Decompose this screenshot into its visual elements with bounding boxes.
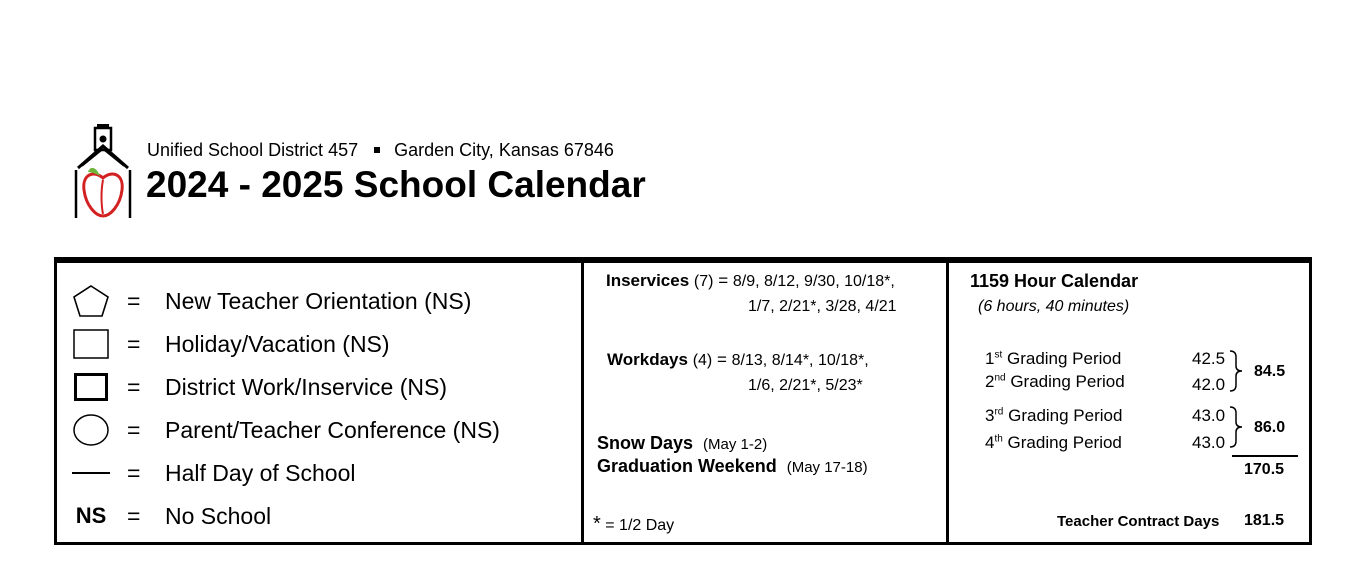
year-total: 170.5 — [1244, 461, 1285, 478]
workdays-line2: 1/6, 2/21*, 5/23* — [748, 377, 863, 394]
legend-item: = District Work/Inservice (NS) — [71, 369, 447, 405]
total-underline — [1232, 455, 1298, 457]
grading-period-4-value: 43.0 — [1192, 433, 1226, 452]
district-location: Garden City, Kansas 67846 — [394, 140, 614, 160]
inservices-line1: Inservices (7) = 8/9, 8/12, 9/30, 10/18*, — [606, 271, 895, 290]
legend-label: No School — [165, 502, 272, 529]
pentagon-icon — [71, 283, 111, 319]
legend-item: = Holiday/Vacation (NS) — [71, 326, 390, 362]
school-apple-logo — [72, 122, 134, 220]
line-icon — [71, 455, 111, 491]
column-divider — [581, 263, 584, 542]
inservices-line2: 1/7, 2/21*, 3/28, 4/21 — [748, 298, 897, 315]
grading-period-3: 3rd Grading Period — [985, 406, 1123, 425]
legend-label: New Teacher Orientation (NS) — [165, 287, 472, 314]
circle-icon — [71, 412, 111, 448]
legend-item: = Parent/Teacher Conference (NS) — [71, 412, 500, 448]
legend-label: District Work/Inservice (NS) — [165, 373, 447, 400]
grading-period-1-value: 42.5 — [1192, 349, 1226, 368]
grading-period-1: 1st Grading Period — [985, 349, 1122, 368]
semester-1-total: 84.5 — [1254, 363, 1286, 380]
grading-period-2-value: 42.0 — [1192, 375, 1226, 394]
legend-item: = New Teacher Orientation (NS) — [71, 283, 471, 319]
no-school-symbol: NS — [75, 503, 107, 528]
bullet-separator — [374, 147, 380, 153]
legend-label: Half Day of School — [165, 459, 356, 486]
hours-calendar-title: 1159 Hour Calendar — [970, 271, 1139, 291]
legend-label: Holiday/Vacation (NS) — [165, 330, 390, 357]
grading-period-2: 2nd Grading Period — [985, 372, 1125, 391]
half-day-note: * = 1/2 Day — [593, 513, 675, 535]
legend-item: NS = No School — [71, 498, 271, 534]
brace-icon — [1228, 349, 1244, 393]
page-title: 2024 - 2025 School Calendar — [146, 164, 646, 205]
district-name: Unified School District 457 — [147, 140, 359, 160]
bold-square-icon — [71, 369, 111, 405]
legend-item: = Half Day of School — [71, 455, 355, 491]
semester-2-total: 86.0 — [1254, 419, 1286, 436]
snow-days: Snow Days (May 1-2) — [597, 433, 768, 453]
contract-days-label: Teacher Contract Days — [1057, 513, 1220, 530]
hours-calendar-subtitle: (6 hours, 40 minutes) — [978, 298, 1130, 315]
graduation-weekend: Graduation Weekend (May 17-18) — [597, 456, 868, 476]
column-divider — [946, 263, 949, 542]
contract-days-value: 181.5 — [1244, 512, 1285, 529]
calendar-key-table — [54, 257, 1312, 545]
legend-label: Parent/Teacher Conference (NS) — [165, 416, 500, 443]
grading-period-4: 4th Grading Period — [985, 433, 1122, 452]
square-icon — [71, 326, 111, 362]
grading-period-3-value: 43.0 — [1192, 406, 1226, 425]
workdays-line1: Workdays (4) = 8/13, 8/14*, 10/18*, — [607, 350, 869, 369]
brace-icon — [1228, 405, 1244, 449]
